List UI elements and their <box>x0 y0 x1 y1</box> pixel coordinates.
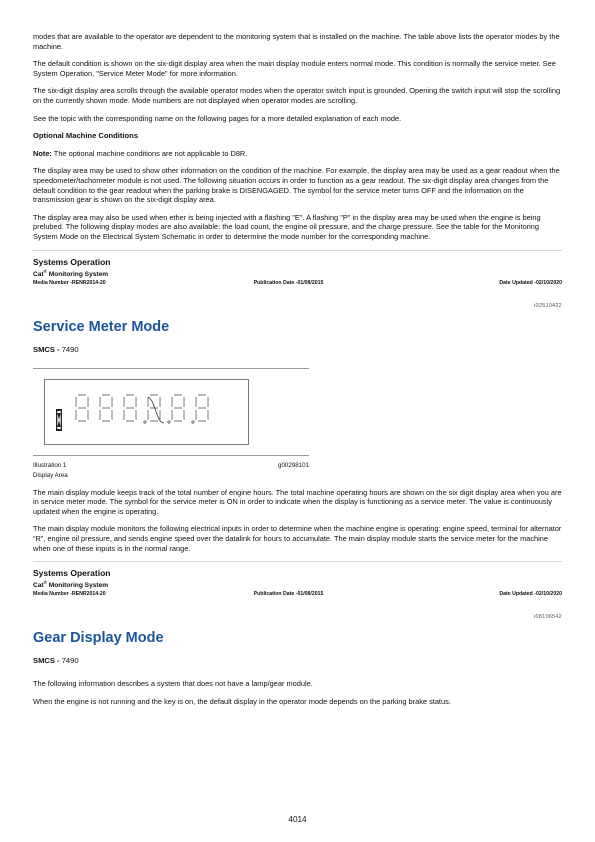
meta-title: Systems Operation <box>33 256 111 267</box>
optional-heading: Optional Machine Conditions <box>33 131 139 141</box>
doc-meta-block <box>33 257 562 288</box>
illustration-frame <box>33 368 309 456</box>
meta-sub-rest: Monitoring System <box>46 270 109 278</box>
gear-paragraph-1: The following information describes a system that does not have a lamp/gear module. <box>33 679 313 689</box>
service-meter-paragraph-1: The main display module keeps track of the total number of engine hours. The total machine operating hours are shown on the six digit display area when you are in service meter mode. The symbol for the service meter is ON in order to indicate when the display is functioning as a service meter. The value is continuously updated when the engine is operating. <box>33 487 562 516</box>
smcs-label: SMCS - <box>33 344 62 354</box>
meta-sub-cat: Cat <box>33 270 44 278</box>
note-label: Note: <box>33 148 52 158</box>
intro-paragraph-3: The six-digit display area scrolls through the available operator modes when the operator switch input is grounded. Opening the switch input will stop the scrolling on the currently shown mode. Mode numbers are not displayed when operator modes are scrolling. <box>33 86 561 105</box>
divider <box>33 250 562 251</box>
gear-paragraph-2: When the engine is not running and the key is on, the default display in the operator mode depends on the parking brake status. <box>33 697 451 707</box>
intro-paragraph-2: The default condition is shown on the six-digit display area when the main display module enters normal mode. This condition is normally the service meter. See System Operation, "Service Meter Mode" for more information. <box>33 59 556 78</box>
intro-paragraph-1: modes that are available to the operator are dependent to the monitoring system that is installed on the machine. The table above lists the operator modes by the machine. <box>33 32 560 51</box>
section-title-gear-display: Gear Display Mode <box>33 630 164 647</box>
section-id: i02510422 <box>534 302 562 309</box>
optional-paragraph-1: The display area may be used to show other information on the condition of the machine. For example, the display area may be used as a gear readout when the speedometer/tachometer module is not used. The following situation occurs in order to function as a gear readout. The six-digit display area changes from the default condition to the gear readout when the parking brake is DISENGAGED. The symbol for the service meter turns OFF and the information on the transmission gear is shown on the six-digit display area. <box>33 166 560 205</box>
note-text: The optional machine conditions are not applicable to D8R. <box>51 148 248 158</box>
meta-sub-reg: ® <box>43 580 47 586</box>
meta-subtitle <box>33 267 562 279</box>
meta-sub-reg: ® <box>43 268 47 274</box>
doc-meta-block <box>33 568 562 599</box>
six-digit-display-illustration <box>44 379 249 445</box>
smcs-value: 7490 <box>61 344 79 354</box>
smcs-label: SMCS - <box>33 656 62 666</box>
smcs-line <box>33 345 562 354</box>
section-id: i08106542 <box>534 614 562 621</box>
document-page <box>33 0 562 715</box>
illustration-label: Illustration 1 <box>33 461 67 469</box>
service-meter-paragraph-2: The main display module monitors the following electrical inputs in order to determine when the machine engine is operating: engine speed, terminal for alternator “R”, engine oil pressure, and sends engine speed over the datalink for hours to accumulate. The main display module starts the service meter for the machine when one of these inputs is in the normal range. <box>33 524 562 553</box>
publication-date: Publication Date -01/08/2015 <box>253 279 324 286</box>
meta-row <box>33 590 562 599</box>
optional-paragraph-2: The display area may also be used when ether is being injected with a flashing "E". A flashing "P" in the display area may be used when the engine is being prelubed. The following display modes are also available: the load count, the engine oil pressure, and the charge pressure. See the table for the Monitoring System Mode on the Electrical System Schematic in order to determine the mode number for the corresponding machine. <box>33 212 541 241</box>
publication-date: Publication Date -01/08/2015 <box>253 591 324 598</box>
media-number: Media Number -RENR2014-20 <box>33 279 106 286</box>
illustration-code: g00298101 <box>278 461 309 469</box>
meta-sub-rest: Monitoring System <box>46 582 109 590</box>
divider <box>33 561 562 562</box>
section-title-service-meter: Service Meter Mode <box>33 318 170 335</box>
meta-title: Systems Operation <box>33 568 111 579</box>
intro-paragraph-4: See the topic with the corresponding name on the following pages for a more detailed explanation of each mode. <box>33 113 402 123</box>
meta-row <box>33 279 562 288</box>
meta-subtitle <box>33 578 562 590</box>
smcs-line <box>33 656 562 665</box>
illustration-caption: Display Area <box>33 471 68 479</box>
top-spacer <box>33 0 562 32</box>
page-number: 4014 <box>288 815 307 824</box>
illustration-caption-row <box>33 461 309 471</box>
date-updated: Date Updated -02/10/2020 <box>499 279 562 286</box>
date-updated: Date Updated -02/10/2020 <box>499 591 562 598</box>
note-paragraph <box>33 149 562 159</box>
media-number: Media Number -RENR2014-20 <box>33 591 106 598</box>
smcs-value: 7490 <box>61 656 79 666</box>
meta-sub-cat: Cat <box>33 582 44 590</box>
